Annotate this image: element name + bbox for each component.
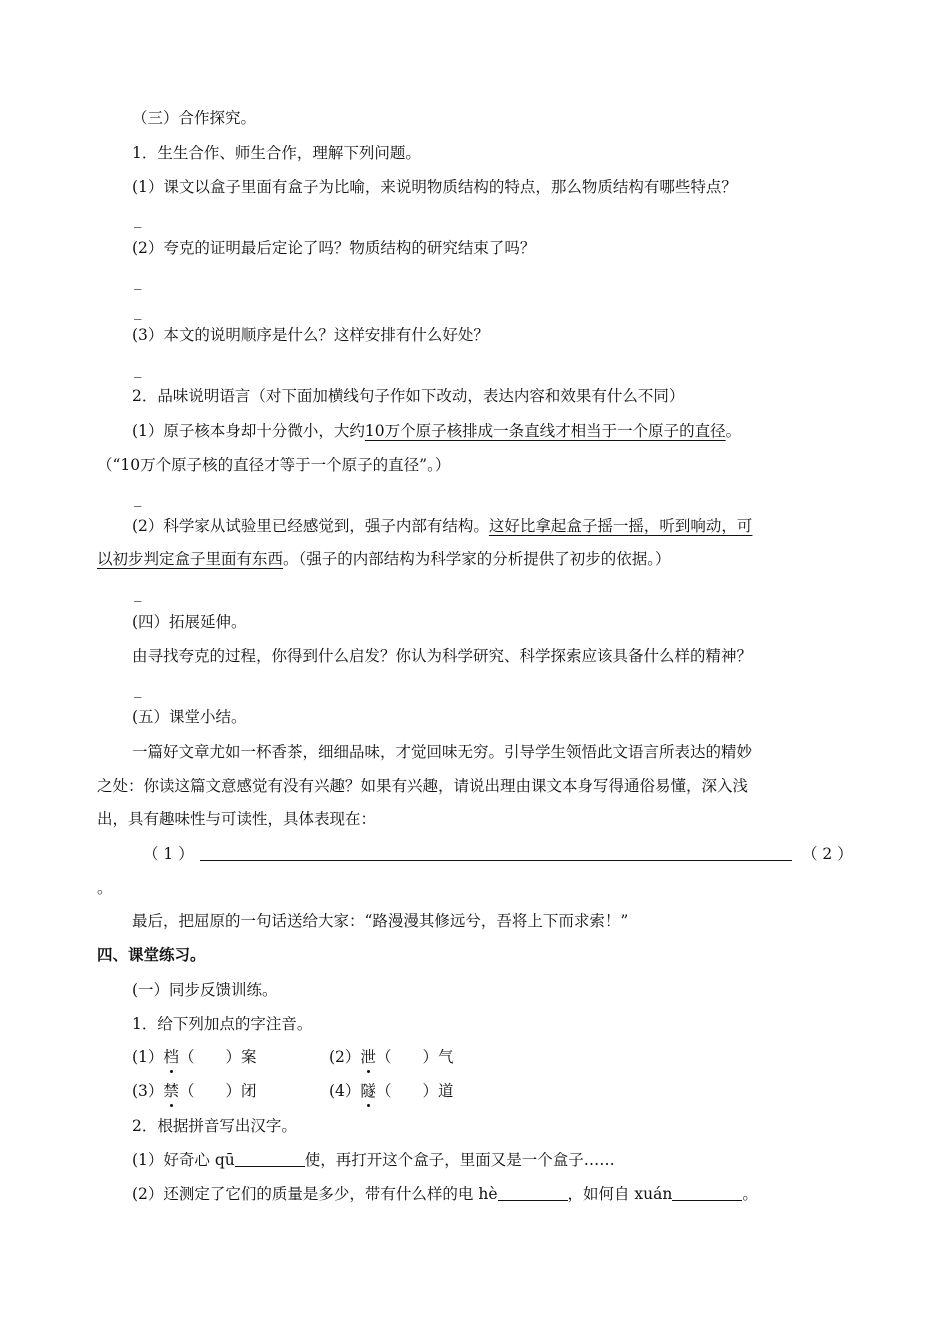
item-number: (4） — [329, 1082, 361, 1100]
fill-in-line — [200, 860, 792, 861]
item-text: ，如何自 xuán — [567, 1185, 673, 1203]
write-blank[interactable] — [235, 1150, 305, 1167]
question-2-2-cont — [97, 548, 671, 570]
item-text: 。 — [742, 1185, 758, 1203]
section-4-heading: (四）拓展延伸。 — [132, 613, 247, 631]
write-blank[interactable] — [498, 1184, 568, 1201]
q2-2-underlined-a: 这好比拿起盒子摇一摇，听到响动，可 — [488, 517, 753, 535]
section-4-question: 由寻找夸克的过程，你得到什么启发？你认为科学研究、科学探索应该具备什么样的精神？ — [132, 647, 753, 665]
summary-period: 。 — [97, 879, 113, 897]
question-1-1: (1）课文以盒子里面有盒子为比喻，来说明物质结构的特点，那么物质结构有哪些特点？ — [132, 178, 737, 196]
dotted-char: 隧 — [360, 1082, 376, 1100]
item-text: (2）还测定了它们的质量是多少，带有什么样的电 hè — [132, 1185, 498, 1203]
item-number: (1） — [132, 1048, 164, 1066]
pinyin-item-1 — [132, 1046, 256, 1068]
summary-line-3: 出，具有趣味性与可读性，具体表现在： — [97, 810, 377, 828]
q2-2-end: 。（强子的内部结构为科学家的分析提供了初步的依据。） — [283, 550, 671, 568]
question-1: 1．生生合作、师生合作，理解下列问题。 — [132, 144, 421, 162]
summary-line-2: 之处：你读这篇文意感觉有没有兴趣？如果有兴趣，请说出理由课文本身写得通俗易懂，深入浅 — [97, 777, 749, 795]
answer-blank: _ — [134, 302, 142, 320]
item-rest: （ ）案 — [178, 1048, 257, 1066]
item-text: 使，再打开这个盒子，里面又是一个盒子…… — [304, 1151, 615, 1169]
section-5-heading: (五）课堂小结。 — [132, 708, 247, 726]
exercise-1: 1．给下列加点的字注音。 — [132, 1015, 313, 1033]
item-rest: （ ）道 — [375, 1082, 454, 1100]
q2-2-text: (2）科学家从试验里已经感觉到，强子内部有结构。 — [132, 517, 489, 535]
question-2-1-alt: （“10万个原子核的直径才等于一个原子的直径”。） — [97, 456, 451, 474]
item-rest: （ ）气 — [375, 1048, 454, 1066]
section-3-heading: （三）合作探究。 — [132, 109, 257, 127]
question-1-2: (2）夸克的证明最后定论了吗？物质结构的研究结束了吗？ — [132, 239, 536, 257]
q2-1-end: 。 — [725, 422, 742, 440]
answer-blank: _ — [134, 360, 142, 378]
part-4-heading: 四、课堂练习。 — [97, 946, 206, 964]
pinyin-item-2 — [329, 1046, 453, 1068]
answer-blank: _ — [134, 584, 142, 602]
answer-blank: _ — [134, 272, 142, 290]
q2-1-underlined: 10万个原子核排成一条直线才相当于一个原子的直径 — [364, 422, 726, 440]
answer-blank: _ — [134, 210, 142, 228]
q2-2-underlined-b: 以初步判定盒子里面有东西 — [97, 550, 284, 568]
summary-line-1: 一篇好文章尤如一杯香茶，细细品味，才觉回味无穷。引导学生领悟此文语言所表达的精妙 — [132, 743, 753, 761]
exercise-2: 2．根据拼音写出汉字。 — [132, 1117, 297, 1135]
dotted-char: 禁 — [163, 1082, 179, 1100]
question-2-2 — [132, 515, 752, 537]
item-text: (1）好奇心 qū — [132, 1151, 235, 1169]
write-blank[interactable] — [672, 1184, 742, 1201]
pinyin-item-4 — [329, 1080, 453, 1102]
item-1-number: （ 1 ） — [143, 845, 194, 863]
subsection-heading: (一）同步反馈训练。 — [132, 981, 278, 999]
item-number: (3） — [132, 1082, 164, 1100]
question-1-3: (3）本文的说明顺序是什么？这样安排有什么好处？ — [132, 326, 489, 344]
hanzi-item-2 — [132, 1183, 758, 1205]
answer-blank: _ — [134, 680, 142, 698]
question-2: 2．品味说明语言（对下面加横线句子作如下改动，表达内容和效果有什么不同） — [132, 387, 685, 405]
item-number: (2） — [329, 1048, 361, 1066]
item-rest: （ ）闭 — [178, 1082, 257, 1100]
pinyin-item-3 — [132, 1080, 256, 1102]
dotted-char: 泄 — [360, 1048, 376, 1066]
hanzi-item-1 — [132, 1149, 615, 1171]
dotted-char: 档 — [163, 1048, 179, 1066]
closing-quote: 最后，把屈原的一句话送给大家：“路漫漫其修远兮，吾将上下而求索！” — [132, 912, 629, 930]
answer-blank: _ — [134, 489, 142, 507]
question-2-1 — [132, 420, 741, 442]
item-2-number: （ 2 ） — [802, 845, 853, 863]
q2-1-text: (1）原子核本身却十分微小，大约 — [132, 422, 365, 440]
